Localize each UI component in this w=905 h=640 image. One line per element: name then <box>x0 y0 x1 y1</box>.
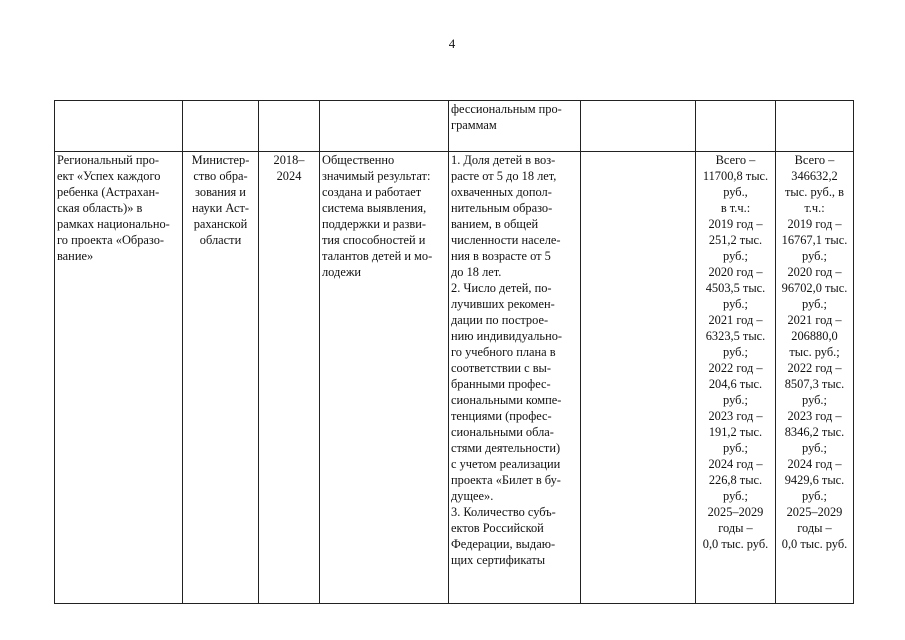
cell-text-line: ребенка (Астрахан- <box>57 185 160 199</box>
cell-text-line: Федерации, выдаю- <box>451 537 556 551</box>
cell-text-line: тенциями (профес- <box>451 409 552 423</box>
cell-text-line: 2022 год – <box>787 361 842 375</box>
cell-text-line: система выявления, <box>322 201 427 215</box>
cell-text-line: руб.; <box>723 441 748 455</box>
cell-text-line: Всего – <box>794 153 835 167</box>
cell-text-line: Всего – <box>715 153 756 167</box>
cell-text-line: талантов детей и мо- <box>322 249 433 263</box>
cell-text-line: 2018– <box>273 153 305 167</box>
cell-text-line: стями деятельности) <box>451 441 561 455</box>
cell-text-line: Министер- <box>191 153 250 167</box>
cell-project-name <box>55 152 183 604</box>
cell-text-line: 3. Количество субъ- <box>451 505 556 519</box>
cell-period-empty <box>259 101 320 152</box>
cell-result-empty <box>320 101 449 152</box>
cell-text-line: 8346,2 тыс. <box>784 425 845 439</box>
cell-text-line: годы – <box>797 521 832 535</box>
cell-text-line: тыс. руб.; <box>789 345 840 359</box>
cell-text-line: 2019 год – <box>708 217 763 231</box>
cell-text-line: руб.; <box>723 393 748 407</box>
cell-text-line: 2020 год – <box>708 265 763 279</box>
cell-text-line: руб.; <box>802 441 827 455</box>
cell-text-line: руб.; <box>723 297 748 311</box>
cell-text-line: фессиональным про- <box>451 102 562 116</box>
cell-text-line: бранными профес- <box>451 377 551 391</box>
cell-text-line: руб.; <box>723 249 748 263</box>
cell-text-line: 204,6 тыс. <box>708 377 763 391</box>
cell-text-line: 2024 год – <box>708 457 763 471</box>
cell-text-line: ство обра- <box>193 169 248 183</box>
cell-text-line: расте от 5 до 18 лет, <box>451 169 557 183</box>
cell-text-line: 2023 год – <box>787 409 842 423</box>
cell-indicators <box>449 152 581 604</box>
cell-text-line: Общественно <box>322 153 395 167</box>
cell-project-empty <box>55 101 183 152</box>
cell-funding-total-empty <box>776 101 854 152</box>
cell-text-line: создана и работает <box>322 185 422 199</box>
cell-text-line: годы – <box>718 521 753 535</box>
cell-text-line: 2024 год – <box>787 457 842 471</box>
cell-text-line: ская область)» в <box>57 201 143 215</box>
cell-text-line: руб.; <box>802 249 827 263</box>
cell-text-line: граммам <box>451 118 497 132</box>
cell-indicator-continuation <box>449 101 581 152</box>
cell-text-line: 96702,0 тыс. <box>781 281 848 295</box>
cell-text-line: 2020 год – <box>787 265 842 279</box>
cell-text-line: значимый результат: <box>322 169 431 183</box>
cell-text-line: руб.; <box>723 345 748 359</box>
cell-text-line: ект «Успех каждого <box>57 169 161 183</box>
cell-text-line: 2. Число детей, по- <box>451 281 552 295</box>
cell-text-line: поддержки и разви- <box>322 217 427 231</box>
cell-text-line: 8507,3 тыс. <box>784 377 845 391</box>
cell-funding-total <box>776 152 854 604</box>
cell-text-line: 6323,5 тыс. <box>705 329 766 343</box>
cell-result <box>320 152 449 604</box>
table-row-project <box>55 152 854 604</box>
cell-text-line: рамках национально- <box>57 217 170 231</box>
program-table <box>54 100 854 604</box>
cell-text-line: 206880,0 <box>791 329 838 343</box>
cell-text-line: 2023 год – <box>708 409 763 423</box>
cell-text-line: т.ч.: <box>804 201 825 215</box>
cell-text-line: 2022 год – <box>708 361 763 375</box>
cell-text-line: 346632,2 <box>791 169 838 183</box>
cell-text-line: 2019 год – <box>787 217 842 231</box>
cell-text-line: 2025–2029 <box>786 505 843 519</box>
cell-text-line: 1. Доля детей в воз- <box>451 153 556 167</box>
cell-text-line: 2024 <box>276 169 302 183</box>
cell-text-line: науки Аст- <box>191 201 250 215</box>
cell-period <box>259 152 320 604</box>
cell-text-line: 2021 год – <box>708 313 763 327</box>
cell-text-line: руб.; <box>802 393 827 407</box>
cell-executor-empty <box>183 101 259 152</box>
cell-text-line: охваченных допол- <box>451 185 552 199</box>
cell-text-line: нительным образо- <box>451 201 553 215</box>
cell-text-line: до 18 лет. <box>451 265 502 279</box>
cell-empty-column <box>581 152 696 604</box>
cell-text-line: с учетом реализации <box>451 457 561 471</box>
cell-text-line: дации по построе- <box>451 313 549 327</box>
cell-text-line: го проекта «Образо- <box>57 233 165 247</box>
cell-text-line: тия способностей и <box>322 233 426 247</box>
cell-text-line: 2021 год – <box>787 313 842 327</box>
cell-text-line: проекта «Билет в бу- <box>451 473 561 487</box>
cell-funding-regional <box>696 152 776 604</box>
cell-text-line: тыс. руб., в <box>785 185 844 199</box>
cell-empty <box>581 101 696 152</box>
cell-text-line: 0,0 тыс. руб. <box>702 537 769 551</box>
cell-text-line: раханской <box>193 217 248 231</box>
cell-text-line: 226,8 тыс. <box>708 473 763 487</box>
cell-text-line: 0,0 тыс. руб. <box>781 537 848 551</box>
cell-text-line: лучивших рекомен- <box>451 297 555 311</box>
cell-text-line: руб.; <box>802 489 827 503</box>
cell-text-line: Региональный про- <box>57 153 160 167</box>
cell-text-line: 2025–2029 <box>707 505 764 519</box>
cell-text-line: 11700,8 тыс. <box>702 169 769 183</box>
cell-text-line: 16767,1 тыс. <box>781 233 848 247</box>
cell-funding-regional-empty <box>696 101 776 152</box>
cell-text-line: ектов Российской <box>451 521 544 535</box>
cell-text-line: в т.ч.: <box>720 201 751 215</box>
page-number: 4 <box>448 36 456 51</box>
cell-text-line: сиональными обла- <box>451 425 554 439</box>
cell-text-line: руб.; <box>723 489 748 503</box>
cell-text-line: сиональными компе- <box>451 393 562 407</box>
cell-text-line: области <box>199 233 242 247</box>
cell-text-line: зования и <box>195 185 246 199</box>
cell-text-line: дущее». <box>451 489 494 503</box>
cell-text-line: численности населе- <box>451 233 561 247</box>
cell-text-line: 9429,6 тыс. <box>784 473 845 487</box>
cell-text-line: нию индивидуально- <box>451 329 563 343</box>
table-row-continuation <box>55 101 854 152</box>
cell-executor <box>183 152 259 604</box>
cell-text-line: щих сертификаты <box>451 553 546 567</box>
cell-text-line: руб.; <box>802 297 827 311</box>
cell-text-line: 191,2 тыс. <box>708 425 763 439</box>
cell-text-line: 4503,5 тыс. <box>705 281 766 295</box>
cell-text-line: 251,2 тыс. <box>708 233 763 247</box>
cell-text-line: руб., <box>723 185 748 199</box>
cell-text-line: вание» <box>57 249 94 263</box>
cell-text-line: ния в возрасте от 5 <box>451 249 551 263</box>
cell-text-line: соответствии с вы- <box>451 361 552 375</box>
cell-text-line: ванием, в общей <box>451 217 539 231</box>
cell-text-line: лодежи <box>322 265 362 279</box>
cell-text-line: го учебного плана в <box>451 345 556 359</box>
